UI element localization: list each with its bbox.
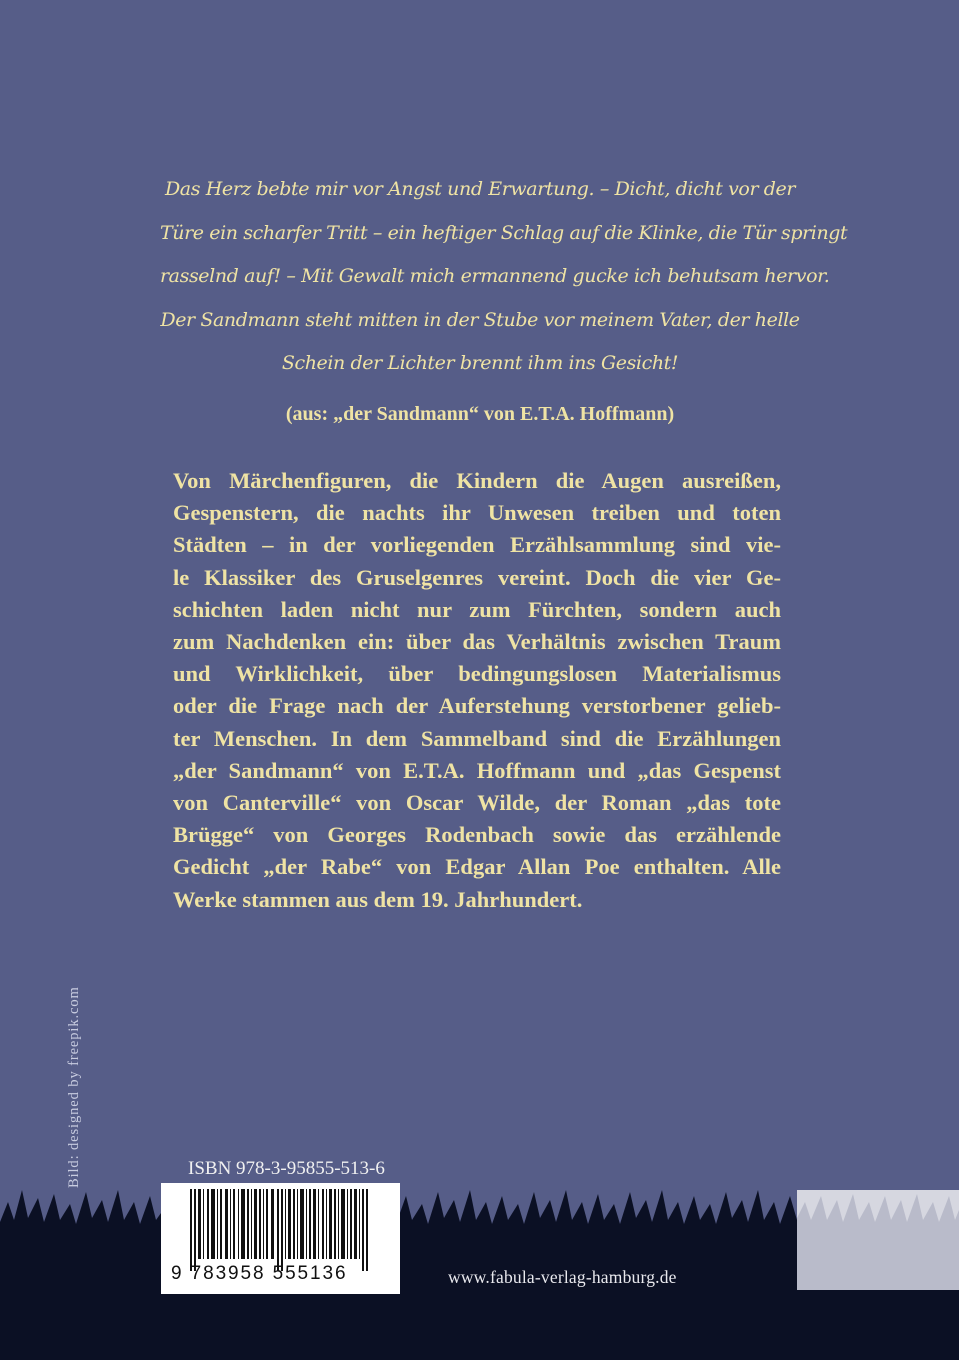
- blurb-line: und Wirklichkeit, über bedingungslosen Materialismus: [173, 661, 781, 687]
- grass-pattern-icon: [797, 1190, 959, 1290]
- blurb-line: le Klassiker des Gruselgenres vereint. Doch die vier Ge-: [173, 564, 781, 590]
- blurb-line: Gespenstern, die nachts ihr Unwesen treiben und toten: [173, 500, 781, 526]
- quote-line: Der Sandmann steht mitten in der Stube vor meinem Vater, der helle: [160, 308, 800, 331]
- blurb-line: Gedicht „der Rabe“ von Edgar Allan Poe enthalten. Alle: [173, 854, 781, 880]
- blurb-line: Brügge“ von Georges Rodenbach sowie das erzählende: [173, 822, 781, 848]
- excerpt-quote: [160, 168, 848, 386]
- quote-line: Das Herz bebte mir vor Angst und Erwartung. – Dicht, dicht vor der: [164, 178, 796, 200]
- blurb-line: „der Sandmann“ von E.T.A. Hoffmann und „das Gespenst: [173, 757, 781, 783]
- blurb-line: ter Menschen. In dem Sammelband sind die Erzählungen: [173, 725, 781, 751]
- quote-line: Schein der Lichter brennt ihm ins Gesicht!: [281, 352, 679, 374]
- quote-line: rasselnd auf! – Mit Gewalt mich ermannend gucke ich behutsam hervor.: [160, 265, 830, 287]
- book-blurb: [173, 465, 781, 916]
- blurb-line: schichten laden nicht nur zum Fürchten, sondern auch: [173, 596, 781, 622]
- isbn-label: ISBN 978-3-95855-513-6: [188, 1158, 385, 1179]
- blurb-line: Von Märchenfiguren, die Kindern die Augen ausreißen,: [173, 468, 781, 493]
- publisher-url: www.fabula-verlag-hamburg.de: [448, 1267, 677, 1287]
- image-credit: Bild: designed by freepik.com: [66, 986, 82, 1188]
- publisher-logo-box: [797, 1190, 959, 1290]
- blurb-line: Städten – in der vorliegenden Erzählsammlung sind vie-: [173, 532, 781, 558]
- barcode: [161, 1183, 400, 1294]
- quote-line: Türe ein scharfer Tritt – ein heftiger Schlag auf die Klinke, die Tür springt: [160, 221, 848, 244]
- quote-source: (aus: „der Sandmann“ von E.T.A. Hoffmann): [285, 403, 675, 425]
- blurb-line: oder die Frage nach der Auferstehung verstorbener gelieb-: [173, 693, 781, 719]
- barcode-digits: 9 783958 555136: [171, 1263, 348, 1284]
- blurb-line: von Canterville“ von Oscar Wilde, der Roman „das tote: [173, 790, 781, 816]
- blurb-line: zum Nachdenken ein: über das Verhältnis zwischen Traum: [173, 629, 781, 655]
- blurb-line: Werke stammen aus dem 19. Jahrhundert.: [173, 886, 583, 912]
